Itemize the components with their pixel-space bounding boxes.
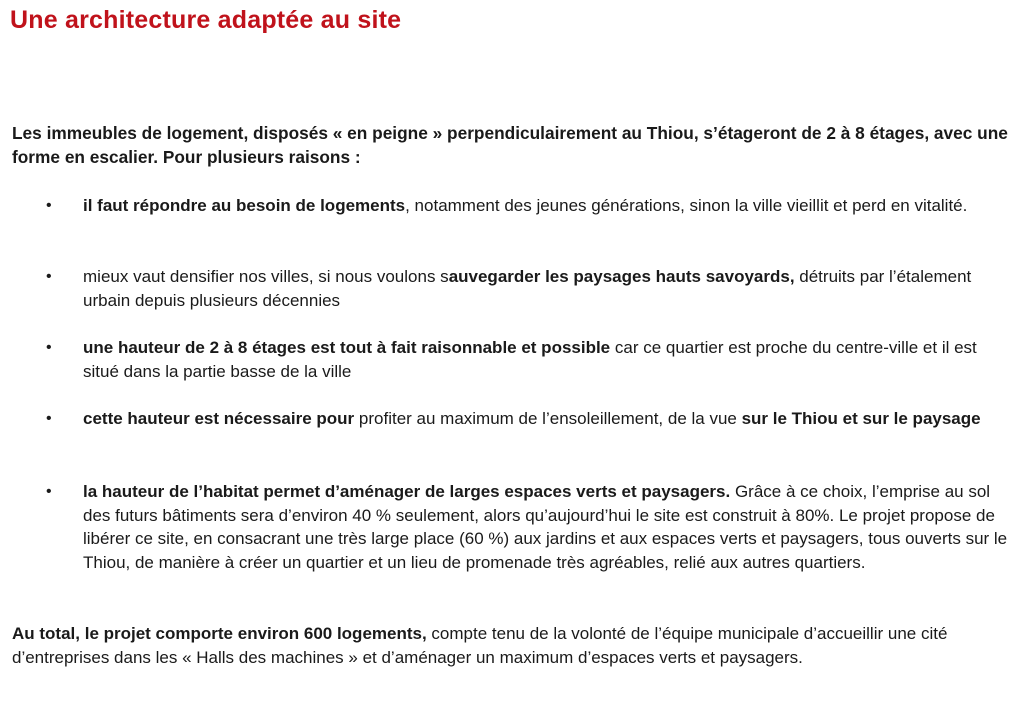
emphasis: auvegarder les paysages hauts savoyards, (448, 267, 795, 286)
bullet-icon: • (46, 268, 52, 285)
list-item-text (83, 194, 1013, 218)
intro-paragraph: Les immeubles de logement, disposés « en peigne » perpendiculairement au Thiou, s’étageront de 2 à 8 étages, avec une forme en escalier. Pour plusieurs raisons : (12, 123, 1008, 167)
bullet-icon: • (46, 483, 52, 500)
emphasis: cette hauteur est nécessaire pour (83, 409, 355, 428)
list-item-text (83, 265, 1013, 312)
list-item-text (83, 480, 1013, 574)
list-item-text (83, 336, 1013, 383)
emphasis: Au total, le projet comporte environ 600 logements, (12, 624, 427, 643)
bullet-icon: • (46, 197, 52, 214)
body-text: , notamment des jeunes générations, sinon la ville vieillit et perd en vitalité. (405, 196, 968, 215)
bullet-icon: • (46, 339, 52, 356)
body-text: détruits par l’étalement urbain depuis plusieurs décennies (83, 267, 972, 310)
emphasis: la hauteur de l’habitat permet d’aménager de larges espaces verts et paysagers. (83, 482, 731, 501)
body-text: mieux vaut densifier nos villes, si nous voulons s (83, 267, 449, 286)
list-item-text (83, 407, 1013, 431)
emphasis: sur le Thiou et sur le paysage (741, 409, 981, 428)
conclusion-paragraph (12, 622, 1017, 670)
body-text: profiter au maximum de l’ensoleillement, de la vue (354, 409, 742, 428)
emphasis: il faut répondre au besoin de logements (83, 196, 406, 215)
body-text: compte tenu de la volonté de l’équipe municipale d’accueillir une cité d’entreprises dans les « Halls des machines » et d’aménager un maximum d’espaces verts et paysagers. (12, 624, 948, 667)
bullet-icon: • (46, 410, 52, 427)
body-text: car ce quartier est proche du centre-ville et il est situé dans la partie basse de la ville (83, 338, 977, 381)
page-title: Une architecture adaptée au site (10, 6, 402, 34)
body-text: Grâce à ce choix, l’emprise au sol des futurs bâtiments sera d’environ 40 % seulement, alors qu’aujourd’hui le site est construit à 80%. Le projet propose de libérer ce site, en consacrant une très large place (60 %) aux jardins et aux espaces verts et paysagers, tous ouverts sur le Thiou, de manière à créer un quartier et un lieu de promenade très agréables, relié aux autres quartiers. (83, 482, 1008, 572)
emphasis: une hauteur de 2 à 8 étages est tout à fait raisonnable et possible (83, 338, 611, 357)
